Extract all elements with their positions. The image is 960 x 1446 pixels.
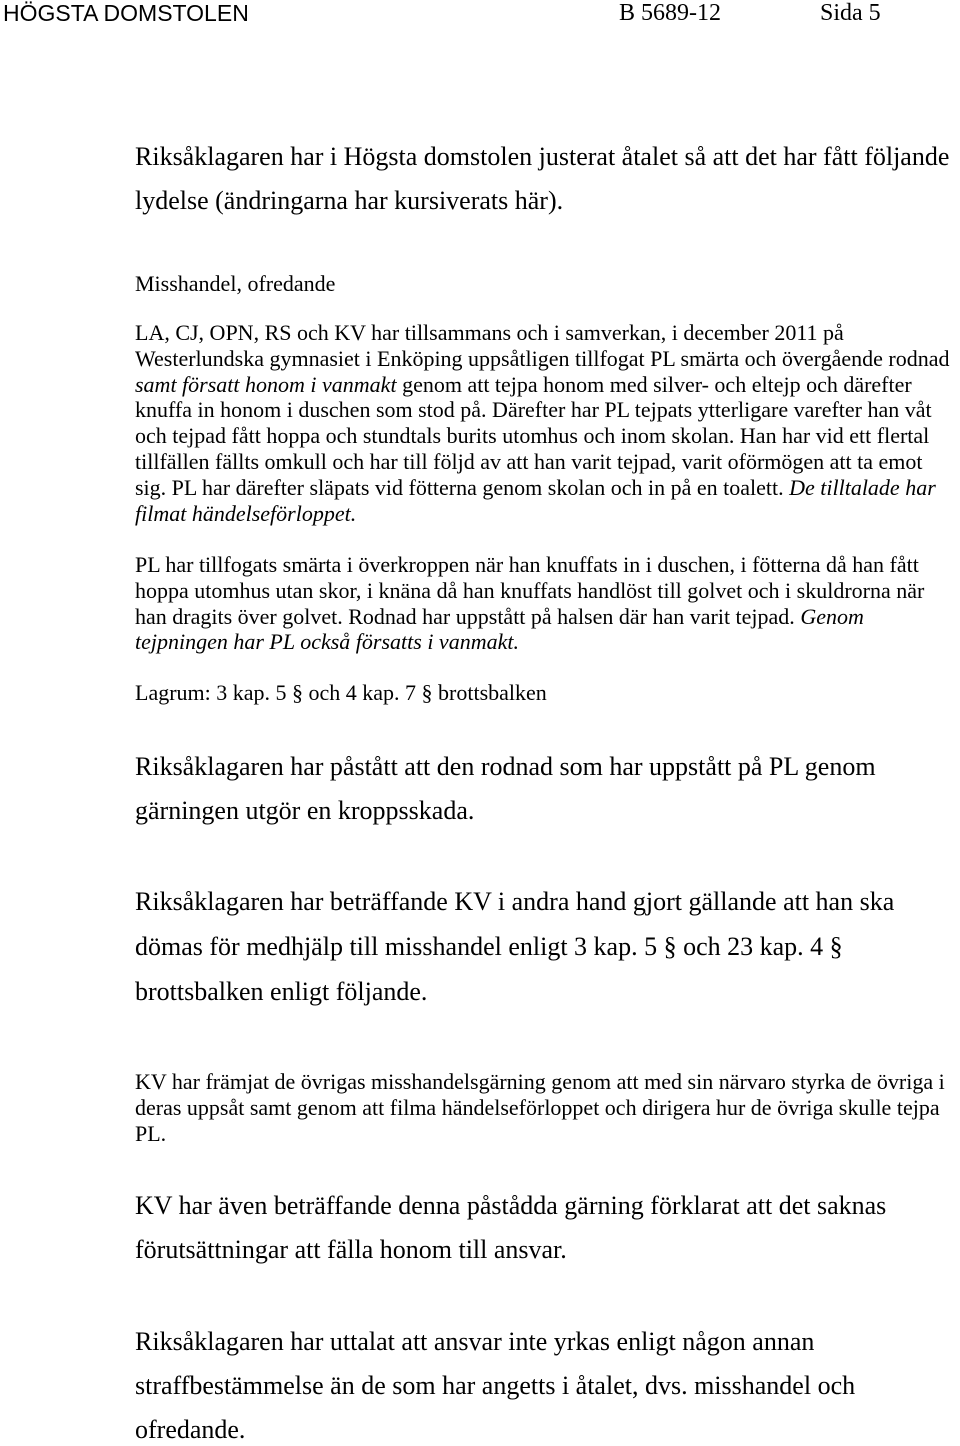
amended-text: tejpningen har PL också försatts i vanmakt. <box>135 629 519 655</box>
charge-description <box>135 320 949 526</box>
text-line: KV har även beträffande denna påstådda gärning förklarat att det saknas <box>135 1191 887 1220</box>
text-line: dömas för medhjälp till misshandel enligt 3 kap. 5 § och 23 kap. 4 § <box>135 932 843 961</box>
amended-text: filmat händelseförloppet. <box>135 500 357 526</box>
legal-basis: Lagrum: 3 kap. 5 § och 4 kap. 7 § brottsbalken <box>135 680 547 705</box>
defense-statement-paragraph <box>135 1192 886 1264</box>
text-segment: och tejpad fått hoppa och stundtals burits utomhus och inom skolan. Han har vid ett flertal <box>135 423 930 449</box>
text-line <box>135 372 949 398</box>
text-line <box>135 578 924 604</box>
charge-heading: Misshandel, ofredande <box>135 271 336 296</box>
intro-paragraph <box>135 143 949 215</box>
page-header <box>0 0 960 26</box>
text-line <box>135 346 949 372</box>
text-line: Riksåklagaren har påstått att den rodnad som har uppstått på PL genom <box>135 752 876 781</box>
text-segment: PL har tillfogats smärta i överkroppen när han knuffats in i duschen, i fötterna då han fått <box>135 552 919 577</box>
charge-heading-block <box>135 271 335 297</box>
bodily-injury-claim-paragraph <box>135 753 876 825</box>
text-segment: han dragits över golvet. Rodnad har uppstått på halsen där han varit tejpad. <box>135 603 801 629</box>
other-provisions-paragraph <box>135 1328 855 1444</box>
text-line: brottsbalken enligt följande. <box>135 977 428 1006</box>
text-line: Riksåklagaren har i Högsta domstolen justerat åtalet så att det har fått följande <box>135 142 950 171</box>
text-line: deras uppsåt samt genom att filma händelseförloppet och dirigera hur de övriga skulle tejpa <box>135 1094 940 1120</box>
text-line: förutsättningar att fälla honom till ansvar. <box>135 1235 567 1264</box>
court-name: HÖGSTA DOMSTOLEN <box>3 0 249 26</box>
alternative-charge-paragraph <box>135 888 894 1006</box>
text-segment: hoppa utomhus utan skor, i knäna då han knuffats handlöst till golvet och i skuldrorna när <box>135 577 925 603</box>
text-segment: genom att tejpa honom med silver- och eltejp och därefter <box>396 371 912 397</box>
text-segment: tillfällen fällts omkull och har till följd av att han varit tejpad, varit oförmögen att ta emot <box>135 448 923 474</box>
text-line <box>135 475 949 501</box>
text-line: gärningen utgör en kroppsskada. <box>135 796 475 825</box>
aiding-description-paragraph <box>135 1069 945 1146</box>
text-line: Riksåklagaren har uttalat att ansvar inte yrkas enligt någon annan <box>135 1327 815 1356</box>
text-line <box>135 397 949 423</box>
text-line <box>135 629 924 655</box>
amended-text: De tilltalade har <box>789 474 936 500</box>
text-line <box>135 604 924 630</box>
text-segment: LA, CJ, OPN, RS och KV har tillsammans och i samverkan, i december 2011 på <box>135 320 844 345</box>
text-line <box>135 552 924 578</box>
text-line <box>135 501 949 527</box>
text-segment: sig. PL har därefter släpats vid fötterna genom skolan och in på en toalett. <box>135 474 790 500</box>
text-line: lydelse (ändringarna har kursiverats här). <box>135 185 564 215</box>
text-segment: Westerlundska gymnasiet i Enköping uppsåtligen tillfogat PL smärta och övergående rodnad <box>135 345 950 371</box>
text-line: straffbestämmelse än de som har angetts i åtalet, dvs. misshandel och <box>135 1371 856 1400</box>
text-line: Riksåklagaren har beträffande KV i andra hand gjort gällande att han ska <box>135 887 895 916</box>
page-number: Sida 5 <box>820 0 881 26</box>
injuries-paragraph <box>135 552 924 655</box>
amended-text: Genom <box>800 603 864 629</box>
text-line <box>135 320 949 346</box>
text-line <box>135 449 949 475</box>
text-line <box>135 423 949 449</box>
text-line: KV har främjat de övrigas misshandelsgärning genom att med sin närvaro styrka de övriga i <box>135 1069 945 1094</box>
text-segment: knuffa in honom i duschen som stod på. Därefter har PL tejpats ytterligare varefter han våt <box>135 397 932 423</box>
text-line: PL. <box>135 1120 167 1146</box>
legal-basis-block <box>135 680 547 706</box>
text-line: ofredande. <box>135 1415 246 1444</box>
case-number: B 5689-12 <box>619 0 721 26</box>
amended-text: samt försatt honom i vanmakt <box>135 371 397 397</box>
